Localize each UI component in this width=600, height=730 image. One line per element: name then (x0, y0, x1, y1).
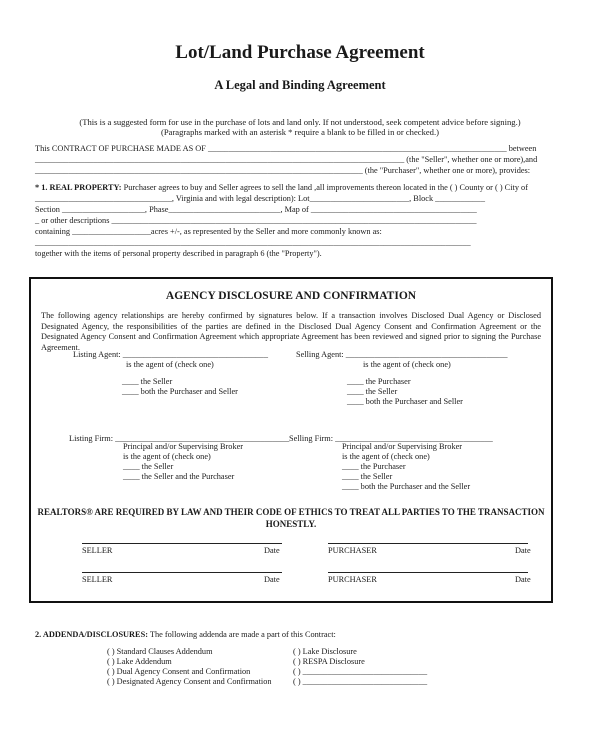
seller-date-label-1: Date (264, 546, 280, 555)
real-property-line-3[interactable]: Section ____________________, Phase___________________________, Map of ________________________________________ (35, 205, 477, 214)
selling-firm-field[interactable]: Selling Firm: ______________________________________ (289, 434, 493, 443)
preamble-purchaser-line[interactable]: _______________________________________________________________________________ (the "Purchaser", whether one or more), provides: (35, 166, 531, 175)
purchaser-label-2: PURCHASER (328, 575, 377, 584)
real-property-text[interactable]: Purchaser agrees to buy and Seller agrees to sell the land ,all improvements thereon located in the ( ) County or ( ) City of (123, 183, 528, 192)
purchaser-date-label-1: Date (515, 546, 531, 555)
purchaser-signature-line-1[interactable] (328, 543, 528, 544)
listing-firm-opt-seller-purchaser[interactable]: ____ the Seller and the Purchaser (123, 472, 235, 481)
addenda-line (35, 630, 336, 639)
purchaser-label-1: PURCHASER (328, 546, 377, 555)
asterisk-note: (Paragraphs marked with an asterisk * require a blank to be filled in or checked.) (160, 127, 439, 137)
real-property-line-6[interactable]: _________________________________________________________________________________________________________ (35, 238, 471, 247)
listing-firm-opt-seller[interactable]: ____ the Seller (123, 462, 174, 471)
selling-firm-opt-seller[interactable]: ____ the Seller (342, 472, 393, 481)
addenda-intro: The following addenda are made a part of this Contract: (149, 630, 336, 639)
selling-firm-opt-purchaser[interactable]: ____ the Purchaser (342, 462, 406, 471)
listing-opt-both[interactable]: ____ both the Purchaser and Seller (122, 387, 238, 396)
addenda-heading: 2. ADDENDA/DISCLOSURES: (35, 630, 148, 639)
page-subtitle: A Legal and Binding Agreement (214, 78, 386, 92)
agency-disclosure-box (29, 277, 553, 603)
addendum-respa[interactable]: ( ) RESPA Disclosure (293, 657, 365, 666)
listing-opt-seller[interactable]: ____ the Seller (122, 377, 173, 386)
addendum-lake[interactable]: ( ) Lake Addendum (107, 657, 172, 666)
agency-paragraph: The following agency relationships are hereby confirmed by signatures below. If a transaction involves Disclosed Dual Agency or Disclosed Designated Agency, the responsibilities of the parties are defined in the Disclosed Dual Agency Consent and Confirmation Agreement or the Designated Agency Consent and Confirmation Agreement which appropriate Agreement has been reviewed and signed prior to signing the Purchase Agreement. (41, 311, 541, 352)
realtors-notice: REALTORS® ARE REQUIRED BY LAW AND THEIR CODE OF ETHICS TO TREAT ALL PARTIES TO THE TRANSACTION HONESTLY. (37, 507, 545, 529)
selling-opt-seller[interactable]: ____ the Seller (347, 387, 398, 396)
real-property-heading: * 1. REAL PROPERTY: (35, 183, 122, 192)
listing-agent-of: is the agent of (check one) (126, 360, 214, 369)
addendum-dual-agency[interactable]: ( ) Dual Agency Consent and Confirmation (107, 667, 251, 676)
selling-firm-of: is the agent of (check one) (342, 452, 430, 461)
addendum-lake-disclosure[interactable]: ( ) Lake Disclosure (293, 647, 357, 656)
preamble-date-line[interactable]: This CONTRACT OF PURCHASE MADE AS OF ________________________________________________________________________ between (35, 144, 537, 153)
preamble-seller-line[interactable]: _________________________________________________________________________________________ (the "Seller", whether one or more),and (35, 155, 538, 164)
addendum-standard-clauses[interactable]: ( ) Standard Clauses Addendum (107, 647, 213, 656)
agency-title: AGENCY DISCLOSURE AND CONFIRMATION (165, 290, 417, 302)
selling-opt-both[interactable]: ____ both the Purchaser and Seller (347, 397, 463, 406)
listing-agent-field[interactable]: Listing Agent: ___________________________________ (73, 350, 268, 359)
seller-signature-line-2[interactable] (82, 572, 282, 573)
selling-agent-field[interactable]: Selling Agent: _______________________________________ (296, 350, 508, 359)
listing-firm-broker: Principal and/or Supervising Broker (123, 442, 244, 451)
selling-firm-broker: Principal and/or Supervising Broker (342, 442, 463, 451)
selling-opt-purchaser[interactable]: ____ the Purchaser (347, 377, 411, 386)
purchaser-date-label-2: Date (515, 575, 531, 584)
real-property-line-5[interactable]: containing ___________________acres +/-, as represented by the Seller and more commonly known as: (35, 227, 382, 236)
page-title: Lot/Land Purchase Agreement (175, 42, 425, 63)
addendum-blank-2[interactable]: ( ) ______________________________ (293, 677, 428, 686)
seller-label-2: SELLER (82, 575, 113, 584)
purchaser-signature-line-2[interactable] (328, 572, 528, 573)
seller-date-label-2: Date (264, 575, 280, 584)
usage-note: (This is a suggested form for use in the purchase of lots and land only. If not understood, seek competent advice before signing.) (79, 117, 521, 127)
addendum-blank-1[interactable]: ( ) ______________________________ (293, 667, 428, 676)
selling-agent-of: is the agent of (check one) (363, 360, 451, 369)
addendum-designated-agency[interactable]: ( ) Designated Agency Consent and Confirmation (107, 677, 272, 686)
real-property-line-2[interactable]: _________________________________, Virginia and with legal description): Lot________________________, Block ____________ (35, 194, 485, 203)
seller-label-1: SELLER (82, 546, 113, 555)
real-property-line-1 (35, 183, 528, 192)
listing-firm-of: is the agent of (check one) (123, 452, 211, 461)
real-property-line-4[interactable]: _ or other descriptions ________________________________________________________________________________________ (35, 216, 477, 225)
selling-firm-opt-both[interactable]: ____ both the Purchaser and the Seller (342, 482, 471, 491)
listing-firm-field[interactable]: Listing Firm: __________________________________________ (69, 434, 290, 443)
seller-signature-line-1[interactable] (82, 543, 282, 544)
real-property-line-7: together with the items of personal property described in paragraph 6 (the "Property"). (35, 249, 322, 258)
